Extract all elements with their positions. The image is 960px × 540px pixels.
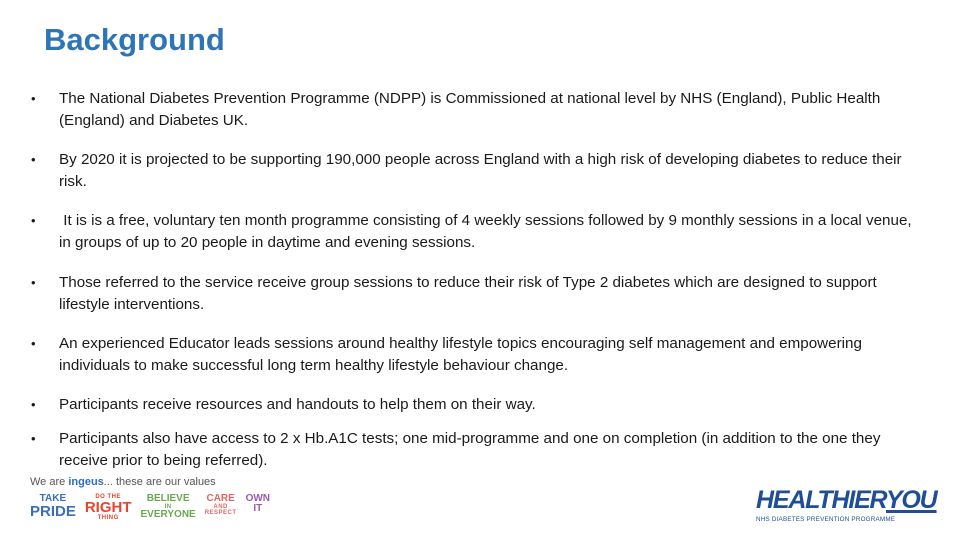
bullet-dot: • — [31, 431, 36, 446]
page-title: Background — [44, 22, 225, 57]
list-item — [28, 88, 918, 131]
list-item — [28, 428, 918, 471]
values-caption: We are ingeus... these are our values — [30, 476, 216, 488]
bullet-dot: • — [31, 336, 36, 351]
bullet-dot: • — [31, 213, 36, 228]
bullet-dot: • — [31, 397, 36, 412]
bullet-text: By 2020 it is projected to be supporting 190,000 people across England with a high risk of developing diabetes to reduce their risk. — [59, 151, 902, 190]
logo-subtitle: NHS DIABETES PREVENTION PROGRAMME — [756, 516, 896, 523]
bullet-text: An experienced Educator leads sessions around healthy lifestyle topics encouraging self management and empowering individuals to make successful long term healthy lifestyle behaviour change. — [59, 335, 862, 374]
list-item — [28, 272, 918, 315]
logo-wordmark: HEALTHIERYOU — [756, 486, 937, 514]
value-logo-care-and-respect: CARE AND RESPECT — [204, 493, 237, 516]
bullet-text: It is is a free, voluntary ten month programme consisting of 4 weekly sessions followed by 9 monthly sessions in a local venue, in groups of up to 20 people in daytime and evening sessions. — [59, 212, 916, 251]
bullet-text: The National Diabetes Prevention Programme (NDPP) is Commissioned at national level by NHS (England), Public Health (England) and Diabetes UK. — [59, 90, 881, 129]
value-logo-believe-in-everyone: BELIEVE IN EVERYONE — [140, 493, 196, 520]
healthier-you-logo — [756, 486, 937, 523]
bullet-text: Participants receive resources and handouts to help them on their way. — [59, 396, 536, 413]
bullet-text: Participants also have access to 2 x Hb.A1C tests; one mid-programme and one on completion (in addition to the one they receive prior to being referred). — [59, 430, 881, 469]
bullet-text: Those referred to the service receive group sessions to reduce their risk of Type 2 diabetes which are designed to support lifestyle interventions. — [59, 274, 877, 313]
list-item — [28, 394, 918, 416]
value-logos — [30, 494, 270, 521]
value-logo-own-it: OWN IT — [245, 493, 271, 514]
value-logo-take-pride: TAKE PRIDE — [30, 493, 76, 520]
value-logo-do-the-right-thing: DO THE RIGHT THING — [84, 494, 132, 521]
list-item — [28, 333, 918, 376]
bullet-dot: • — [31, 152, 36, 167]
list-item — [28, 149, 918, 192]
bullet-dot: • — [31, 275, 36, 290]
ingeus-brand: ingeus — [68, 476, 104, 488]
values-footer — [30, 476, 270, 521]
list-item — [28, 210, 918, 253]
bullet-dot: • — [31, 91, 36, 106]
